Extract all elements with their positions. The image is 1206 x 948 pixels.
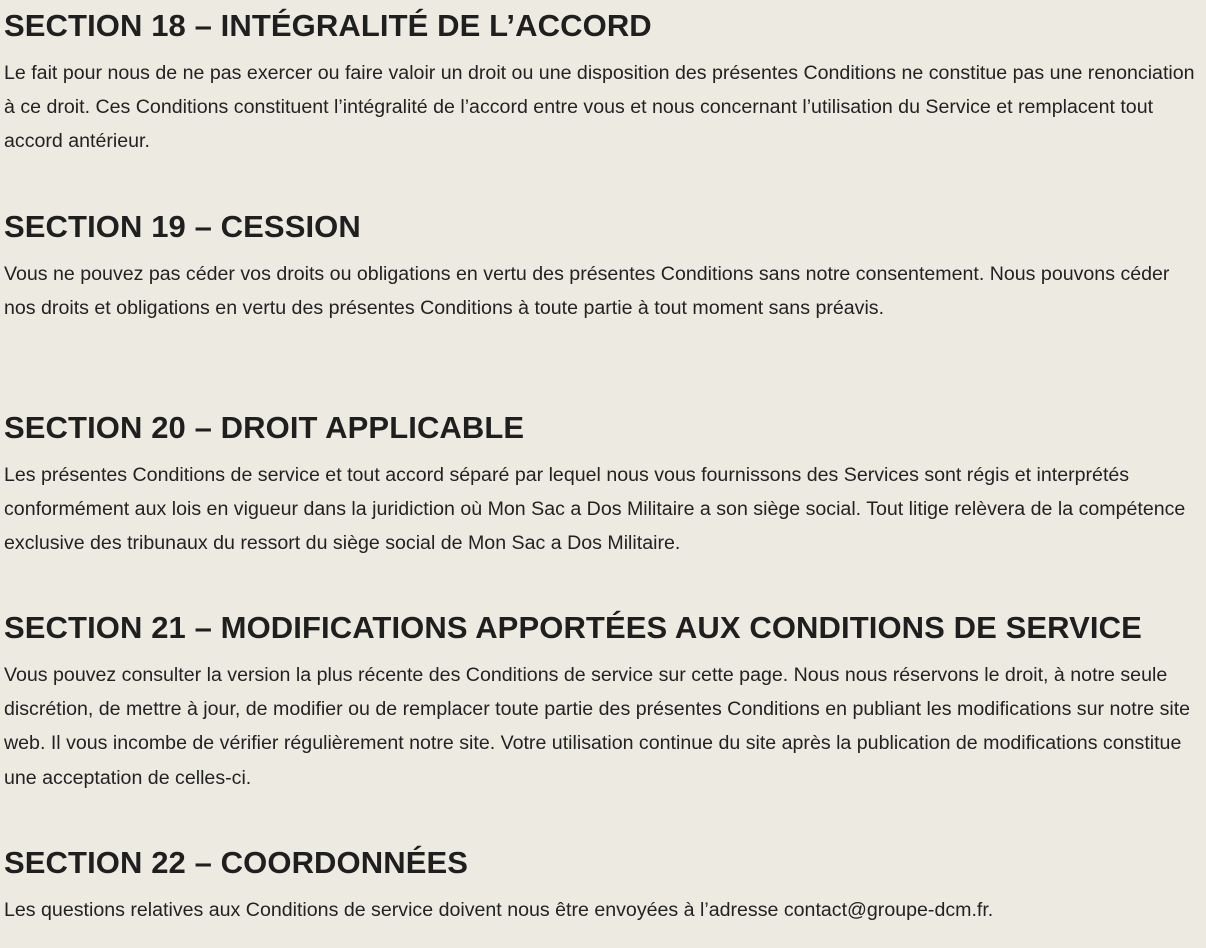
- section-20-title: SECTION 20 – DROIT APPLICABLE: [4, 410, 525, 445]
- section-21-title: SECTION 21 – MODIFICATIONS APPORTÉES AUX CONDITIONS DE SERVICE: [4, 610, 1142, 645]
- section-19-title: SECTION 19 – CESSION: [4, 209, 361, 244]
- section-18-title: SECTION 18 – INTÉGRALITÉ DE L’ACCORD: [4, 8, 652, 43]
- section-20: [4, 406, 1202, 561]
- section-20-body: Les présentes Conditions de service et tout accord séparé par lequel nous vous fournissons des Services sont régis et interprétés conformément aux lois en vigueur dans la juridiction où Mon Sac a Dos Militaire a son siège social. Tout litige relèvera de la compétence exclusive des tribunaux du ressort du siège social de Mon Sac a Dos Militaire.: [4, 464, 1186, 555]
- section-22-body: Les questions relatives aux Conditions de service doivent nous être envoyées à l’adresse contact@groupe-dcm.fr.: [4, 899, 994, 921]
- section-21: [4, 606, 1202, 795]
- section-22: [4, 841, 1202, 927]
- section-19-body: Vous ne pouvez pas céder vos droits ou obligations en vertu des présentes Conditions sans notre consentement. Nous pouvons céder nos droits et obligations en vertu des présentes Conditions à toute partie à tout moment sans préavis.: [4, 263, 1170, 320]
- section-22-title: SECTION 22 – COORDONNÉES: [4, 845, 469, 880]
- section-21-body: Vous pouvez consulter la version la plus récente des Conditions de service sur cette page. Nous nous réservons le droit, à notre seule discrétion, de mettre à jour, de modifier ou de remplacer toute partie des présentes Conditions en publiant les modifications sur notre site web. Il vous incombe de vérifier régulièrement notre site. Votre utilisation continue du site après la publication de modifications constitue une acceptation de celles-ci.: [4, 664, 1191, 789]
- section-18-body: Le fait pour nous de ne pas exercer ou faire valoir un droit ou une disposition des présentes Conditions ne constitue pas une renonciation à ce droit. Ces Conditions constituent l’intégralité de l’accord entre vous et nous concernant l’utilisation du Service et remplacent tout accord antérieur.: [4, 62, 1195, 153]
- section-19: [4, 205, 1202, 325]
- section-18: [4, 4, 1202, 159]
